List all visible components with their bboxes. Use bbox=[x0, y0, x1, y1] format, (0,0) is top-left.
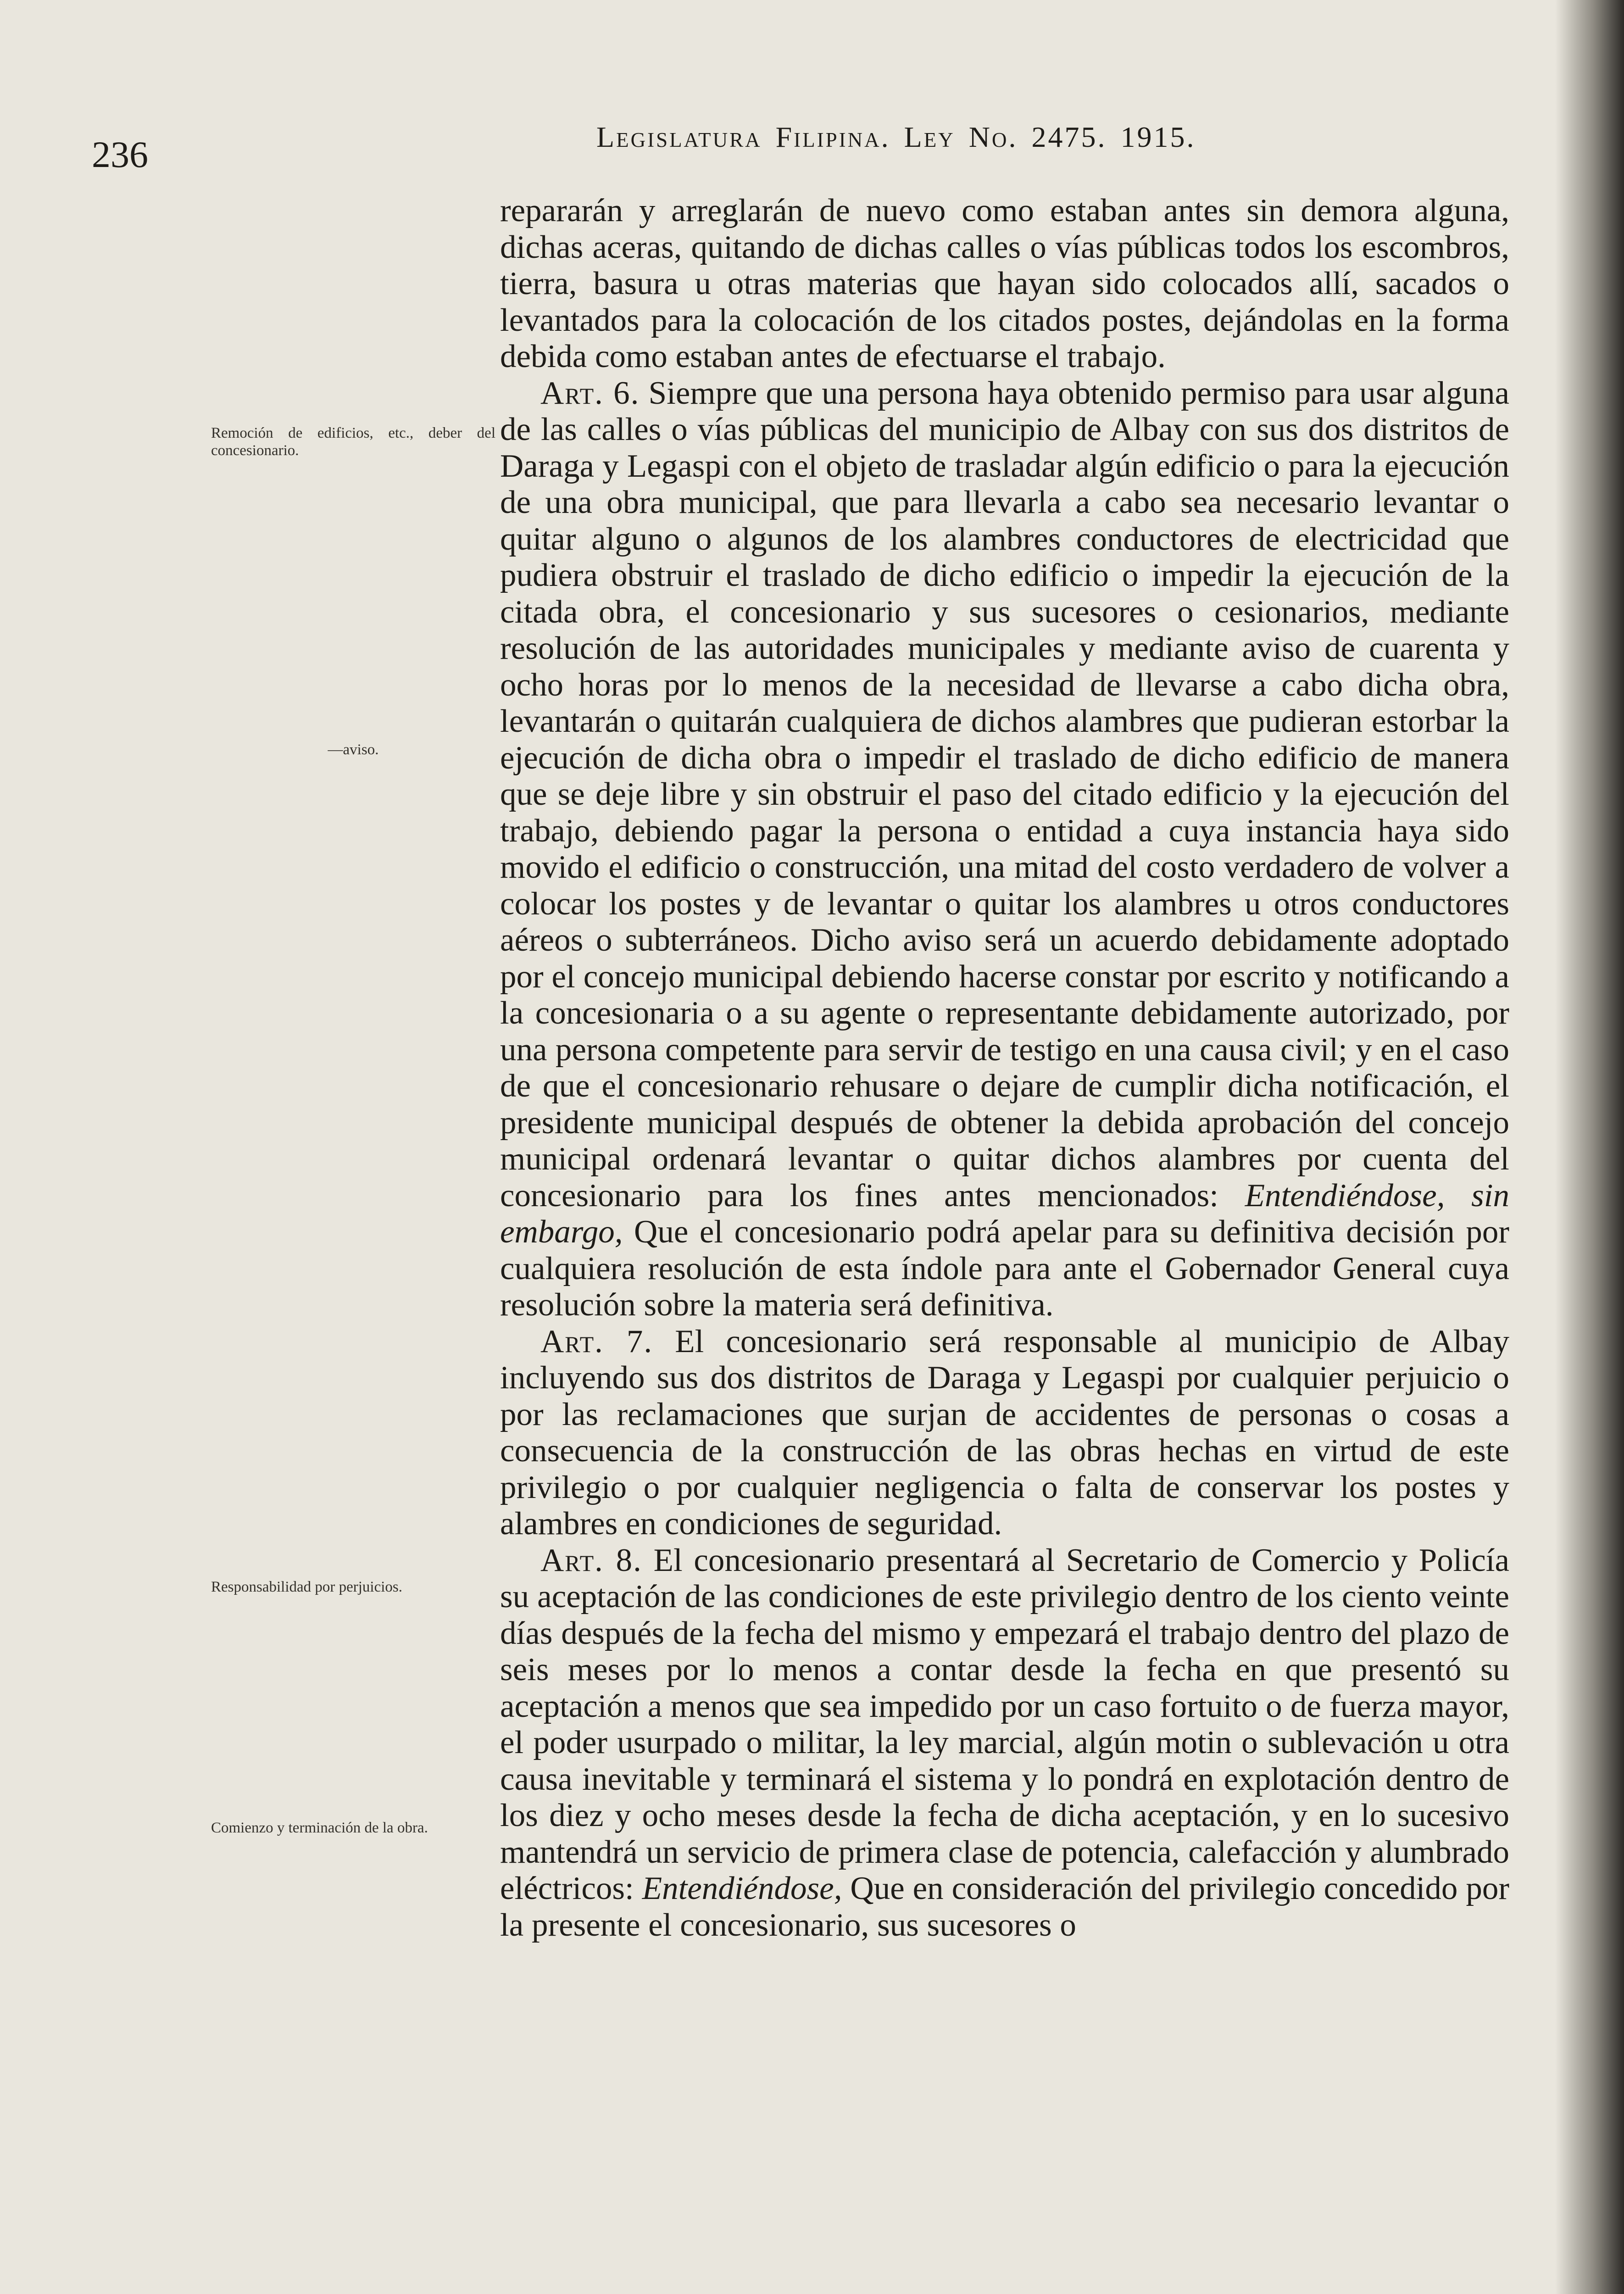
margin-note-remocion: Remoción de edificios, etc., deber del concesionario. bbox=[211, 425, 495, 459]
margin-note-responsabilidad: Responsabilidad por perjuicios. bbox=[211, 1579, 403, 1595]
body-text bbox=[500, 193, 1509, 1943]
article-8-text-cont: Que en consideración del privilegio concedido por la presente el concesionario, sus sucesores o bbox=[500, 1871, 1509, 1943]
margin-note-aviso: —aviso. bbox=[328, 741, 379, 758]
article-6-proviso: Entendiéndose, sin embargo, bbox=[500, 1177, 1509, 1250]
article-8 bbox=[500, 1542, 1509, 1944]
article-6 bbox=[500, 375, 1509, 1324]
article-7-label: Art. 7. bbox=[540, 1323, 653, 1359]
article-6-text-cont: Que el concesionario podrá apelar para su definitiva decisión por cualquiera resolución de esta índole para ante el Gobernador General cuya resolución sobre la materia será definitiva. bbox=[500, 1214, 1510, 1323]
page-edge-shadow bbox=[1555, 0, 1624, 2294]
margin-note-comienzo: Comienzo y terminación de la obra. bbox=[211, 1820, 428, 1836]
paragraph-continuation: repararán y arreglarán de nuevo como estaban antes sin demora alguna, dichas aceras, quitando de dichas calles o vías públicas todos los escombros, tierra, basura u otras materias que hayan sido colocados allí, sacados o levantados para la colocación de los citados postes, dejándolas en la forma debida como estaban antes de efectuarse el trabajo. bbox=[500, 193, 1509, 374]
article-8-proviso: Entendiéndose, bbox=[642, 1871, 842, 1906]
page-number: 236 bbox=[92, 134, 148, 175]
article-6-label: Art. 6. bbox=[540, 375, 640, 411]
article-8-text: El concesionario presentará al Secretario de Comercio y Policía su aceptación de las condiciones de este privilegio dentro de los ciento veinte días después de la fecha del mismo y empezará el trabajo dentro del plazo de seis meses por lo menos a contar desde la fecha en que presentó su aceptación a menos que sea impedido por un caso fortuito o de fuerza mayor, el poder usurpado o militar, la ley marcial, algún motin o sublevación u otra causa inevitable y terminará el sistema y lo pondrá en explotación dentro de los diez y ocho meses desde la fecha de dicha aceptación, y en lo sucesivo mantendrá un servicio de primera clase de potencia, calefacción y alumbrado eléctricos: bbox=[500, 1542, 1510, 1906]
running-head: Legislatura Filipina. Ley No. 2475. 1915. bbox=[596, 121, 1196, 153]
article-6-text: Siempre que una persona haya obtenido permiso para usar alguna de las calles o vías públicas del municipio de Albay con sus dos distritos de Daraga y Legaspi con el objeto de trasladar algún edificio o para la ejecución de una obra municipal, que para llevarla a cabo sea necesario levantar o quitar alguno o algunos de los alambres conductores de electricidad que pudiera obstruir el traslado de dicho edificio o impedir la ejecución de la citada obra, el concesionario y sus sucesores o cesionarios, mediante resolución de las autoridades municipales y mediante aviso de cuarenta y ocho horas por lo menos de la necesidad de llevarse a cabo dicha obra, levantarán o quitarán cualquiera de dichos alambres que pudieran estorbar la ejecución de dicha obra o impedir el traslado de dicho edificio de manera que se deje libre y sin obstruir el paso del citado edificio y la ejecución del trabajo, debiendo pagar la persona o entidad a cuya instancia haya sido movido el edificio o construcción, una mitad del costo verdadero de volver a colocar los postes y de levantar o quitar los alambres u otros conductores aéreos o subterráneos. Dicho aviso será un acuerdo debidamente adoptado por el concejo municipal debiendo hacerse constar por escrito y notificando a la concesionaria o a su agente o representante debidamente autorizado, por una persona competente para servir de testigo en una causa civil; y en el caso de que el concesionario rehusare o dejare de cumplir dicha notificación, el presidente municipal después de obtener la debida aprobación del concejo municipal ordenará levantar o quitar dichos alambres por cuenta del concesionario para los fines antes mencionados: bbox=[500, 375, 1509, 1214]
article-7-text: El concesionario será responsable al municipio de Albay incluyendo sus dos distritos de Daraga y Legaspi por cualquier perjuicio o por las reclamaciones que surjan de accidentes de personas o cosas a consecuencia de la construcción de las obras hechas en virtud de este privilegio o por cualquier negligencia o falta de conservar los postes y alambres en condiciones de seguridad. bbox=[500, 1323, 1509, 1542]
article-7 bbox=[500, 1324, 1509, 1542]
article-8-label: Art. 8. bbox=[540, 1542, 642, 1578]
